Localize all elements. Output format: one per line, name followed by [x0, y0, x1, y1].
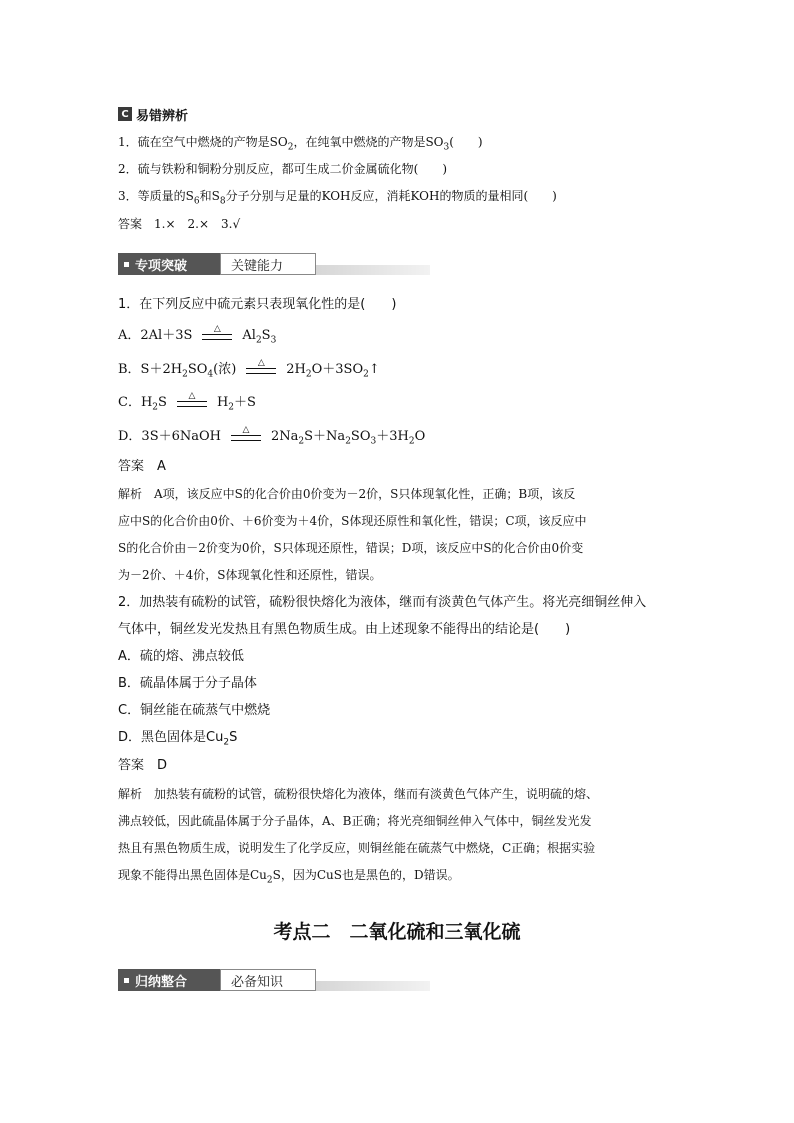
yicuo-question-3: 3．等质量的$S_6$和$S_8$分子分别与足量的KOH反应，消耗KOH的物质的量相同( )	[118, 189, 557, 207]
yicuo-question-1: 1．硫在空气中燃烧的产物是$SO_2$，在纯氧中燃烧的产物是$SO_3$( )	[118, 135, 483, 153]
section-title: 考点二 二氧化硫和三氧化硫	[273, 921, 521, 943]
problem2-option-d: D．黑色固体是$Cu_2S$	[118, 730, 238, 748]
problem2-option-c: C．铜丝能在硫蒸气中燃烧	[118, 703, 271, 718]
heat-equation-arrow: △	[177, 392, 207, 407]
section-banner-guina	[118, 969, 430, 991]
problem2-answer: 答案 D	[118, 758, 168, 773]
banner-dark-label: 专项突破	[118, 253, 220, 275]
banner-fade-bar	[316, 981, 430, 991]
problem2-option-a: A．硫的熔、沸点较低	[118, 649, 244, 664]
problem1-option-c: C．$H_2S$ △ $H_2+S$	[118, 391, 256, 413]
problem1-option-d: D．3S＋6NaOH △ $2Na_2S+Na_2SO_3+3H_2O$	[118, 425, 426, 447]
problem2-stem-line-1: 2．加热装有硫粉的试管，硫粉很快熔化为液体，继而有淡黄色气体产生。将光亮细铜丝伸入	[118, 595, 647, 610]
problem2-analysis-line-1: 解析 加热装有硫粉的试管，硫粉很快熔化为液体，继而有淡黄色气体产生，说明硫的熔、	[118, 787, 599, 801]
problem2-stem-line-2: 气体中，铜丝发光发热且有黑色物质生成。由上述现象不能得出的结论是( )	[118, 622, 571, 637]
heat-equation-arrow: △	[246, 359, 276, 374]
problem1-analysis-line-4: 为－2价、＋4价，S体现氧化性和还原性，错误。	[118, 568, 382, 582]
heat-equation-arrow: △	[202, 325, 232, 340]
heat-equation-arrow: △	[231, 426, 261, 441]
problem1-stem: 1．在下列反应中硫元素只表现氧化性的是( )	[118, 297, 397, 312]
problem1-option-a: A．2Al＋3S △ $Al_2S_3$	[118, 324, 277, 346]
problem2-analysis-line-4: 现象不能得出黑色固体是$Cu_2S$，因为CuS也是黑色的，D错误。	[118, 868, 460, 886]
banner-dark-label: 归纳整合	[118, 969, 220, 991]
section-banner-zhuanxiang	[118, 253, 430, 275]
yicuo-title: 易错辨析	[136, 108, 189, 124]
banner-light-label: 关键能力	[220, 253, 316, 275]
problem1-option-b: B．$S+2H_2SO_4$(浓) △ $2H_2O+3SO_2↑$	[118, 358, 380, 380]
problem1-answer: 答案 A	[118, 459, 166, 474]
square-bullet-icon	[124, 262, 129, 267]
yicuo-question-2: 2．硫与铁粉和铜粉分别反应，都可生成二价金属硫化物( )	[118, 162, 448, 176]
banner-light-label: 必备知识	[220, 969, 316, 991]
problem1-analysis-line-2: 应中S的化合价由0价、＋6价变为＋4价，S体现还原性和氧化性，错误；C项，该反应中	[118, 514, 587, 528]
yicuo-answer: 答案 1.× 2.× 3.√	[118, 217, 241, 231]
square-bullet-icon	[124, 978, 129, 983]
problem2-option-b: B．硫晶体属于分子晶体	[118, 676, 257, 691]
banner-fade-bar	[316, 265, 430, 275]
problem2-analysis-line-2: 沸点较低，因此硫晶体属于分子晶体，A、B正确；将光亮细铜丝伸入气体中，铜丝发光发	[118, 814, 592, 828]
error-check-icon: C	[118, 107, 132, 121]
problem1-analysis-line-1: 解析 A项，该反应中S的化合价由0价变为－2价，S只体现氧化性，正确；B项，该反	[118, 487, 576, 501]
problem1-analysis-line-3: S的化合价由－2价变为0价，S只体现还原性，错误；D项，该反应中S的化合价由0价变	[118, 541, 584, 555]
problem2-analysis-line-3: 热且有黑色物质生成，说明发生了化学反应，则铜丝能在硫蒸气中燃烧，C正确；根据实验	[118, 841, 596, 855]
yicuo-header	[118, 105, 188, 123]
